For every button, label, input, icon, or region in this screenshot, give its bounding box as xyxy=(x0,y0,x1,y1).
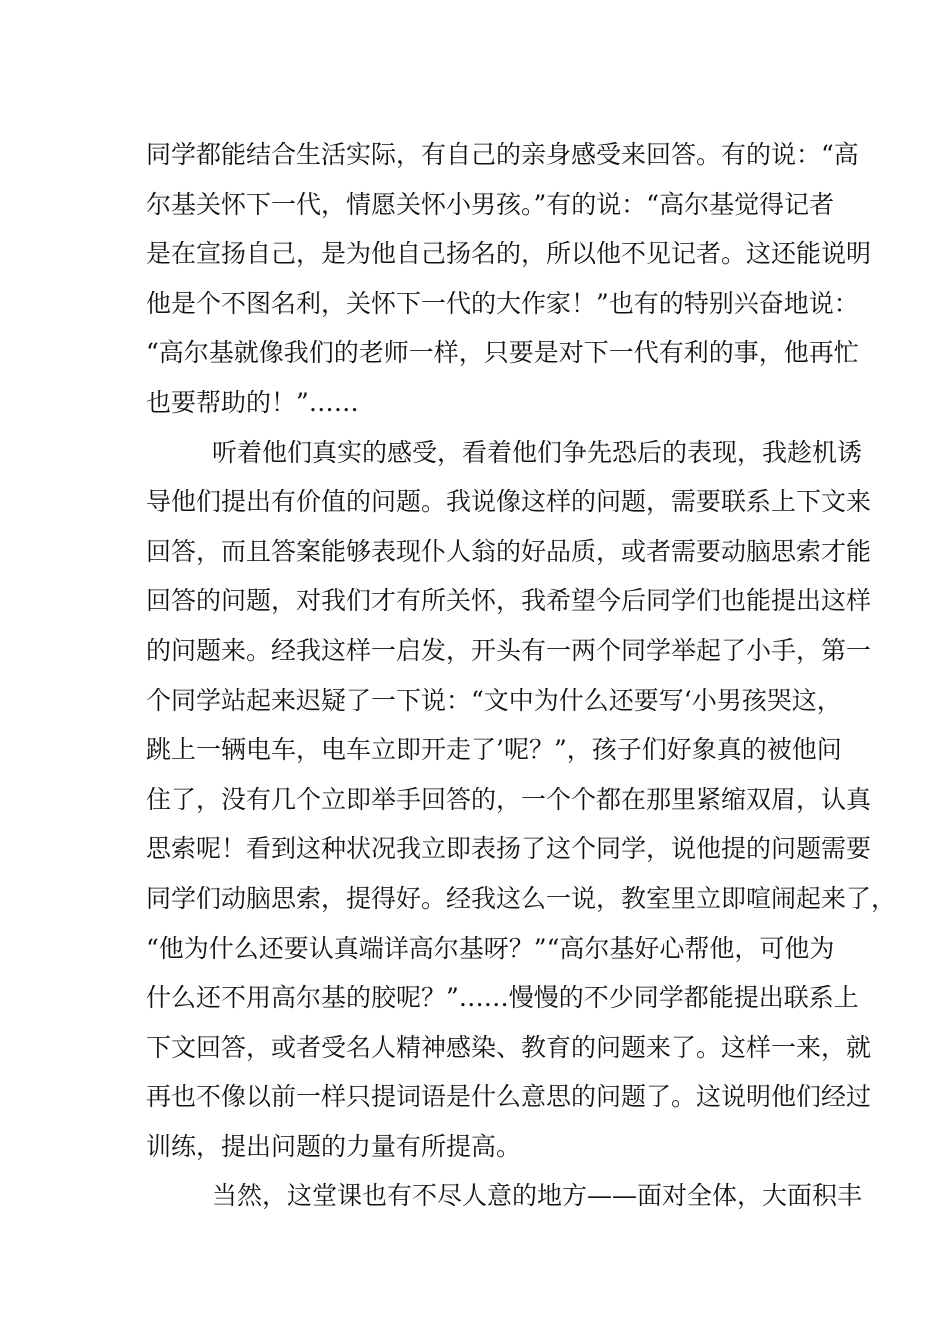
text-line: 是在宣扬自己，是为他自己扬名的，所以他不见记者。这还能说明 xyxy=(146,239,872,269)
text-line: 尔基关怀下一代，情愿关怀小男孩。”有的说：“高尔基觉得记者 xyxy=(146,189,835,219)
text-line: 同学们动脑思索，提得好。经我这么一说，教室里立即喧闹起来了， xyxy=(146,883,897,913)
text-line: 再也不像以前一样只提词语是什么意思的问题了。这说明他们经过 xyxy=(146,1082,872,1112)
text-line: 跳上一辆电车，电车立即开走了’呢？”，孩子们好象真的被他问 xyxy=(146,735,842,765)
text-line: 导他们提出有价值的问题。我说像这样的问题，需要联系上下文来 xyxy=(146,487,872,517)
text-line: 也要帮助的！”…… xyxy=(146,387,359,417)
text-line: “高尔基就像我们的老师一样，只要是对下一代有利的事，他再忙 xyxy=(146,338,859,368)
text-line: 训练，提出问题的力量有所提高。 xyxy=(146,1131,522,1161)
text-line: 同学都能结合生活实际，有自己的亲身感受来回答。有的说：“高 xyxy=(146,140,859,169)
paragraph-first-line: 听着他们真实的感受，看着他们争先恐后的表现，我趁机诱 xyxy=(212,437,863,467)
text-line: “他为什么还要认真端详高尔基呀？”“高尔基好心帮他，可他为 xyxy=(146,933,835,963)
text-line: 住了，没有几个立即举手回答的，一个个都在那里紧缩双眉，认真 xyxy=(146,784,872,814)
paragraph-first-line: 当然，这堂课也有不尽人意的地方——面对全体，大面积丰 xyxy=(212,1181,863,1211)
body-text xyxy=(146,130,897,1221)
text-line: 回答，而且答案能够表现仆人翁的好品质，或者需要动脑思索才能 xyxy=(146,536,872,566)
text-line: 下文回答，或者受名人精神感染、教育的问题来了。这样一来，就 xyxy=(146,1032,872,1062)
text-line: 个同学站起来迟疑了一下说：“文中为什么还要写‘小男孩哭这， xyxy=(146,685,842,715)
text-line: 什么还不用高尔基的胶呢？”……慢慢的不少同学都能提出联系上 xyxy=(146,983,859,1013)
text-line: 回答的问题，对我们才有所关怀，我希望今后同学们也能提出这样 xyxy=(146,586,872,616)
text-line: 的问题来。经我这样一启发，开头有一两个同学举起了小手，第一 xyxy=(146,635,872,665)
text-line: 他是个不图名利，关怀下一代的大作家！”也有的特别兴奋地说： xyxy=(146,288,859,318)
text-line: 思索呢！看到这种状况我立即表扬了这个同学，说他提的问题需要 xyxy=(146,834,872,864)
